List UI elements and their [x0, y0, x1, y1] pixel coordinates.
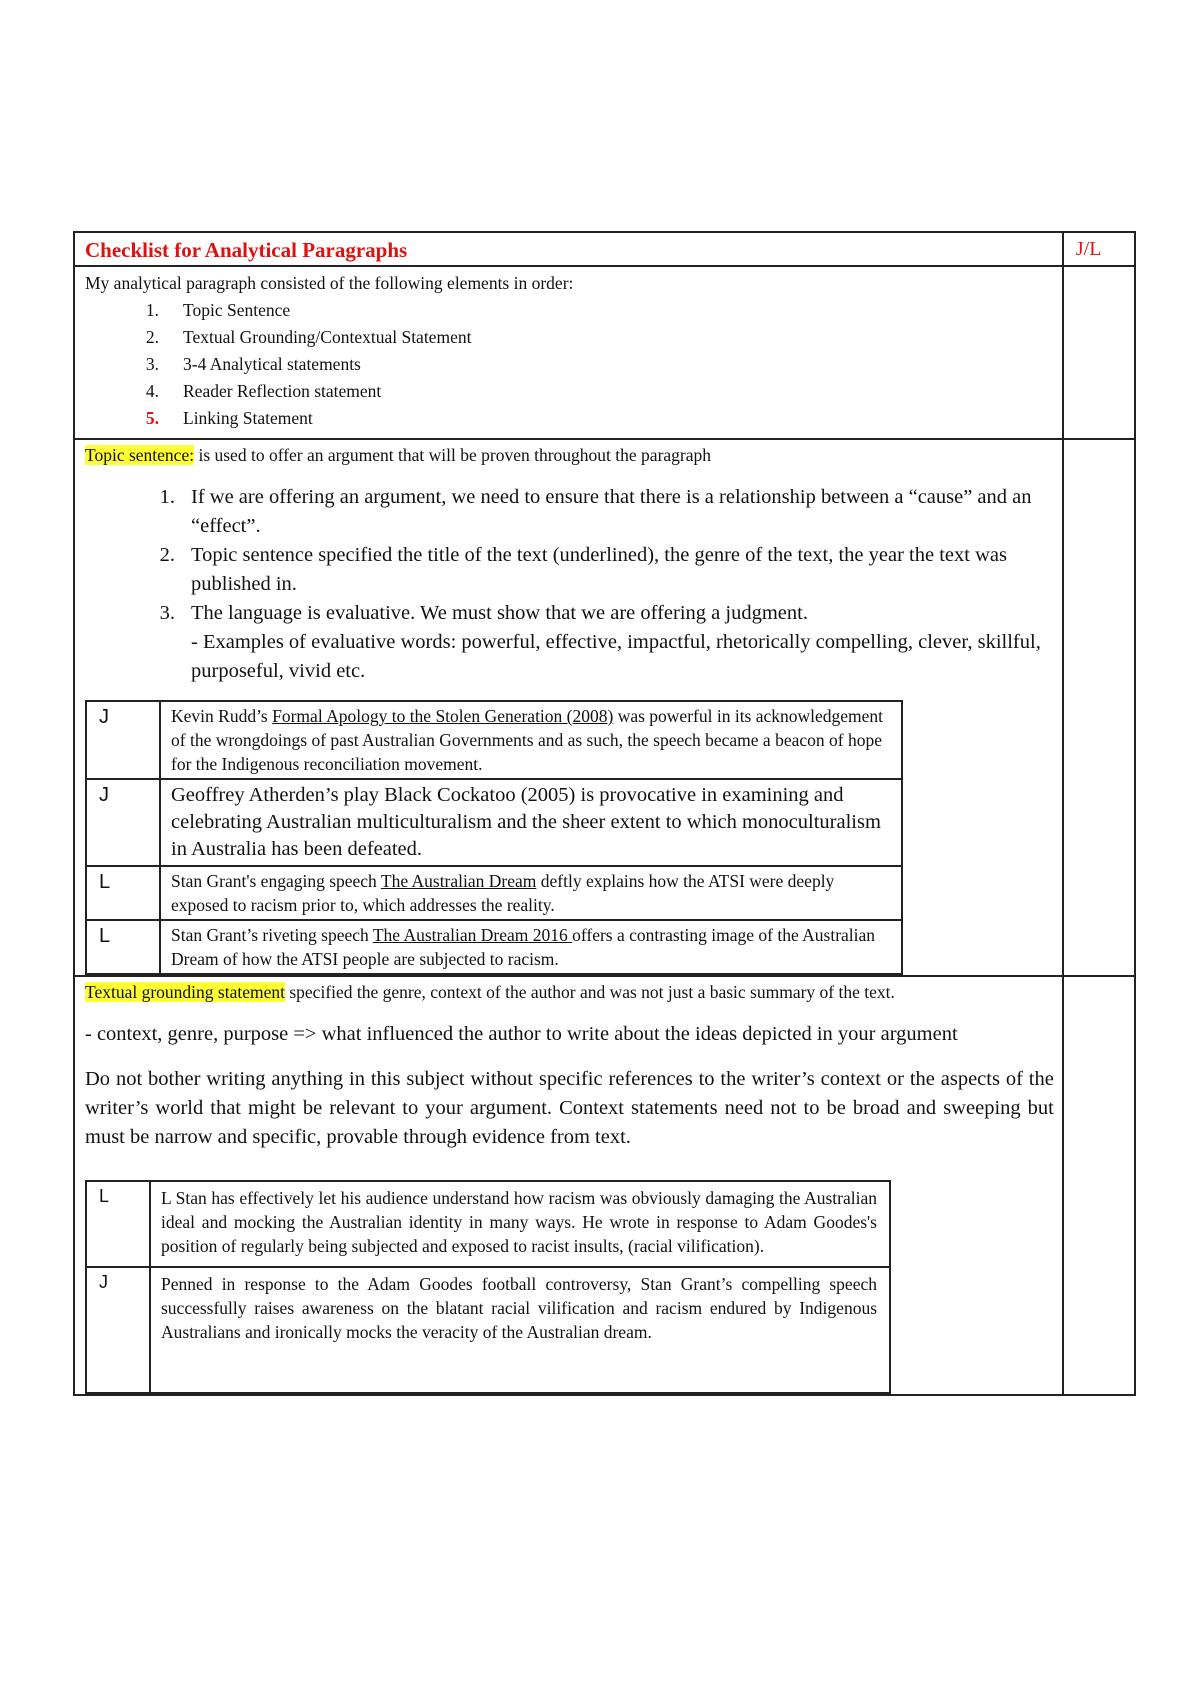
checklist-title: Checklist for Analytical Paragraphs — [85, 238, 408, 262]
intro-lead: My analytical paragraph consisted of the following elements in order: — [85, 273, 574, 293]
jl-cell — [1063, 266, 1135, 439]
topic-row — [74, 439, 1135, 976]
intro-row — [74, 266, 1135, 439]
judgement-label: L — [86, 866, 160, 920]
examples-note: - Examples of evaluative words: powerful, effective, impactful, rhetorically compelling, clever, skillful, purposeful, vivid etc. — [191, 631, 1041, 682]
grounding-row — [74, 976, 1135, 1395]
grounding-desc: specified the genre, context of the author and was not just a basic summary of the text. — [284, 982, 895, 1002]
table-row — [86, 920, 902, 974]
list-item: 4. Reader Reflection statement — [145, 381, 382, 401]
list-item: 2. Topic sentence specified the title of the text (underlined), the genre of the text, the year the text was published in. — [159, 544, 1007, 595]
jl-cell — [1063, 439, 1135, 976]
header-row — [74, 232, 1135, 266]
checklist-table — [73, 231, 1136, 1396]
list-item: 1. Topic Sentence — [145, 300, 291, 320]
list-item: 3. 3-4 Analytical statements — [145, 354, 361, 374]
sample-text: Stan Grant’s riveting speech The Australian Dream 2016 offers a contrasting image of the Australian Dream of how the ATSI people are subjected to racism. — [160, 920, 902, 974]
sample-text: Geoffrey Atherden’s play Black Cockatoo (2005) is provocative in examining and celebrating Australian multiculturalism and the sheer extent to which monoculturalism in Australia has been defeated. — [160, 779, 902, 866]
jl-cell — [1063, 976, 1135, 1395]
list-item: 5. Linking Statement — [145, 408, 313, 428]
topic-section — [75, 440, 1062, 700]
grounding-line: - context, genre, purpose => what influenced the author to write about the ideas depicted in your argument — [85, 1023, 958, 1045]
table-row — [86, 701, 902, 779]
grounding-paragraph: Do not bother writing anything in this subject without specific references to the writer’s context or the aspects of the writer’s world that might be relevant to your argument. Context statements need not to be broad and sweeping but must be narrow and specific, provable through evidence from text. — [85, 1068, 1054, 1148]
jl-column-header: J/L — [1075, 238, 1102, 260]
table-row — [86, 779, 902, 866]
list-item: 3. The language is evaluative. We must show that we are offering a judgment. - Examples of evaluative words: powerful, effective, impactful, rhetorically compelling, clever, skillful, purposeful, vivid etc. — [159, 602, 1041, 682]
list-item: 2. Textual Grounding/Contextual Statement — [145, 327, 472, 347]
topic-samples-table — [85, 700, 903, 975]
topic-intro — [85, 442, 1054, 469]
grounding-label: Textual grounding statement — [85, 982, 285, 1002]
judgement-label: J — [86, 701, 160, 779]
sample-text: Penned in response to the Adam Goodes football controversy, Stan Grant’s compelling speech successfully raises awareness on the blatant racial vilification and racism endured by Indigenous Australians and ironically mocks the veracity of the Australian dream. — [150, 1267, 890, 1393]
judgement-label: J — [86, 779, 160, 866]
table-row — [86, 866, 902, 920]
table-row — [86, 1181, 890, 1267]
list-item: 1. If we are offering an argument, we need to ensure that there is a relationship between a “cause” and an “effect”. — [159, 486, 1032, 537]
intro-section — [75, 267, 1062, 438]
elements-list — [85, 297, 1054, 432]
table-row — [86, 1267, 890, 1393]
grounding-intro — [85, 979, 1054, 1006]
judgement-label: L — [86, 920, 160, 974]
judgement-label: L — [86, 1181, 150, 1267]
sample-text: Stan Grant's engaging speech The Australian Dream deftly explains how the ATSI were deeply exposed to racism prior to, which addresses the reality. — [160, 866, 902, 920]
sample-text: Kevin Rudd’s Formal Apology to the Stolen Generation (2008) was powerful in its acknowledgement of the wrongdoings of past Australian Governments and as such, the speech became a beacon of hope for the Indigenous reconciliation movement. — [160, 701, 902, 779]
judgement-label: J — [86, 1267, 150, 1393]
topic-desc: is used to offer an argument that will be proven throughout the paragraph — [194, 445, 712, 465]
grounding-samples-table — [85, 1180, 891, 1394]
topic-label: Topic sentence: — [85, 445, 195, 465]
grounding-section — [75, 977, 1062, 1180]
topic-points — [85, 483, 1054, 686]
sample-text: L Stan has effectively let his audience understand how racism was obviously damaging the Australian ideal and mocking the Australian identity in many ways. He wrote in response to Adam Goodes's position of regularly being subjected and exposed to racist insults, (racial vilification). — [150, 1181, 890, 1267]
